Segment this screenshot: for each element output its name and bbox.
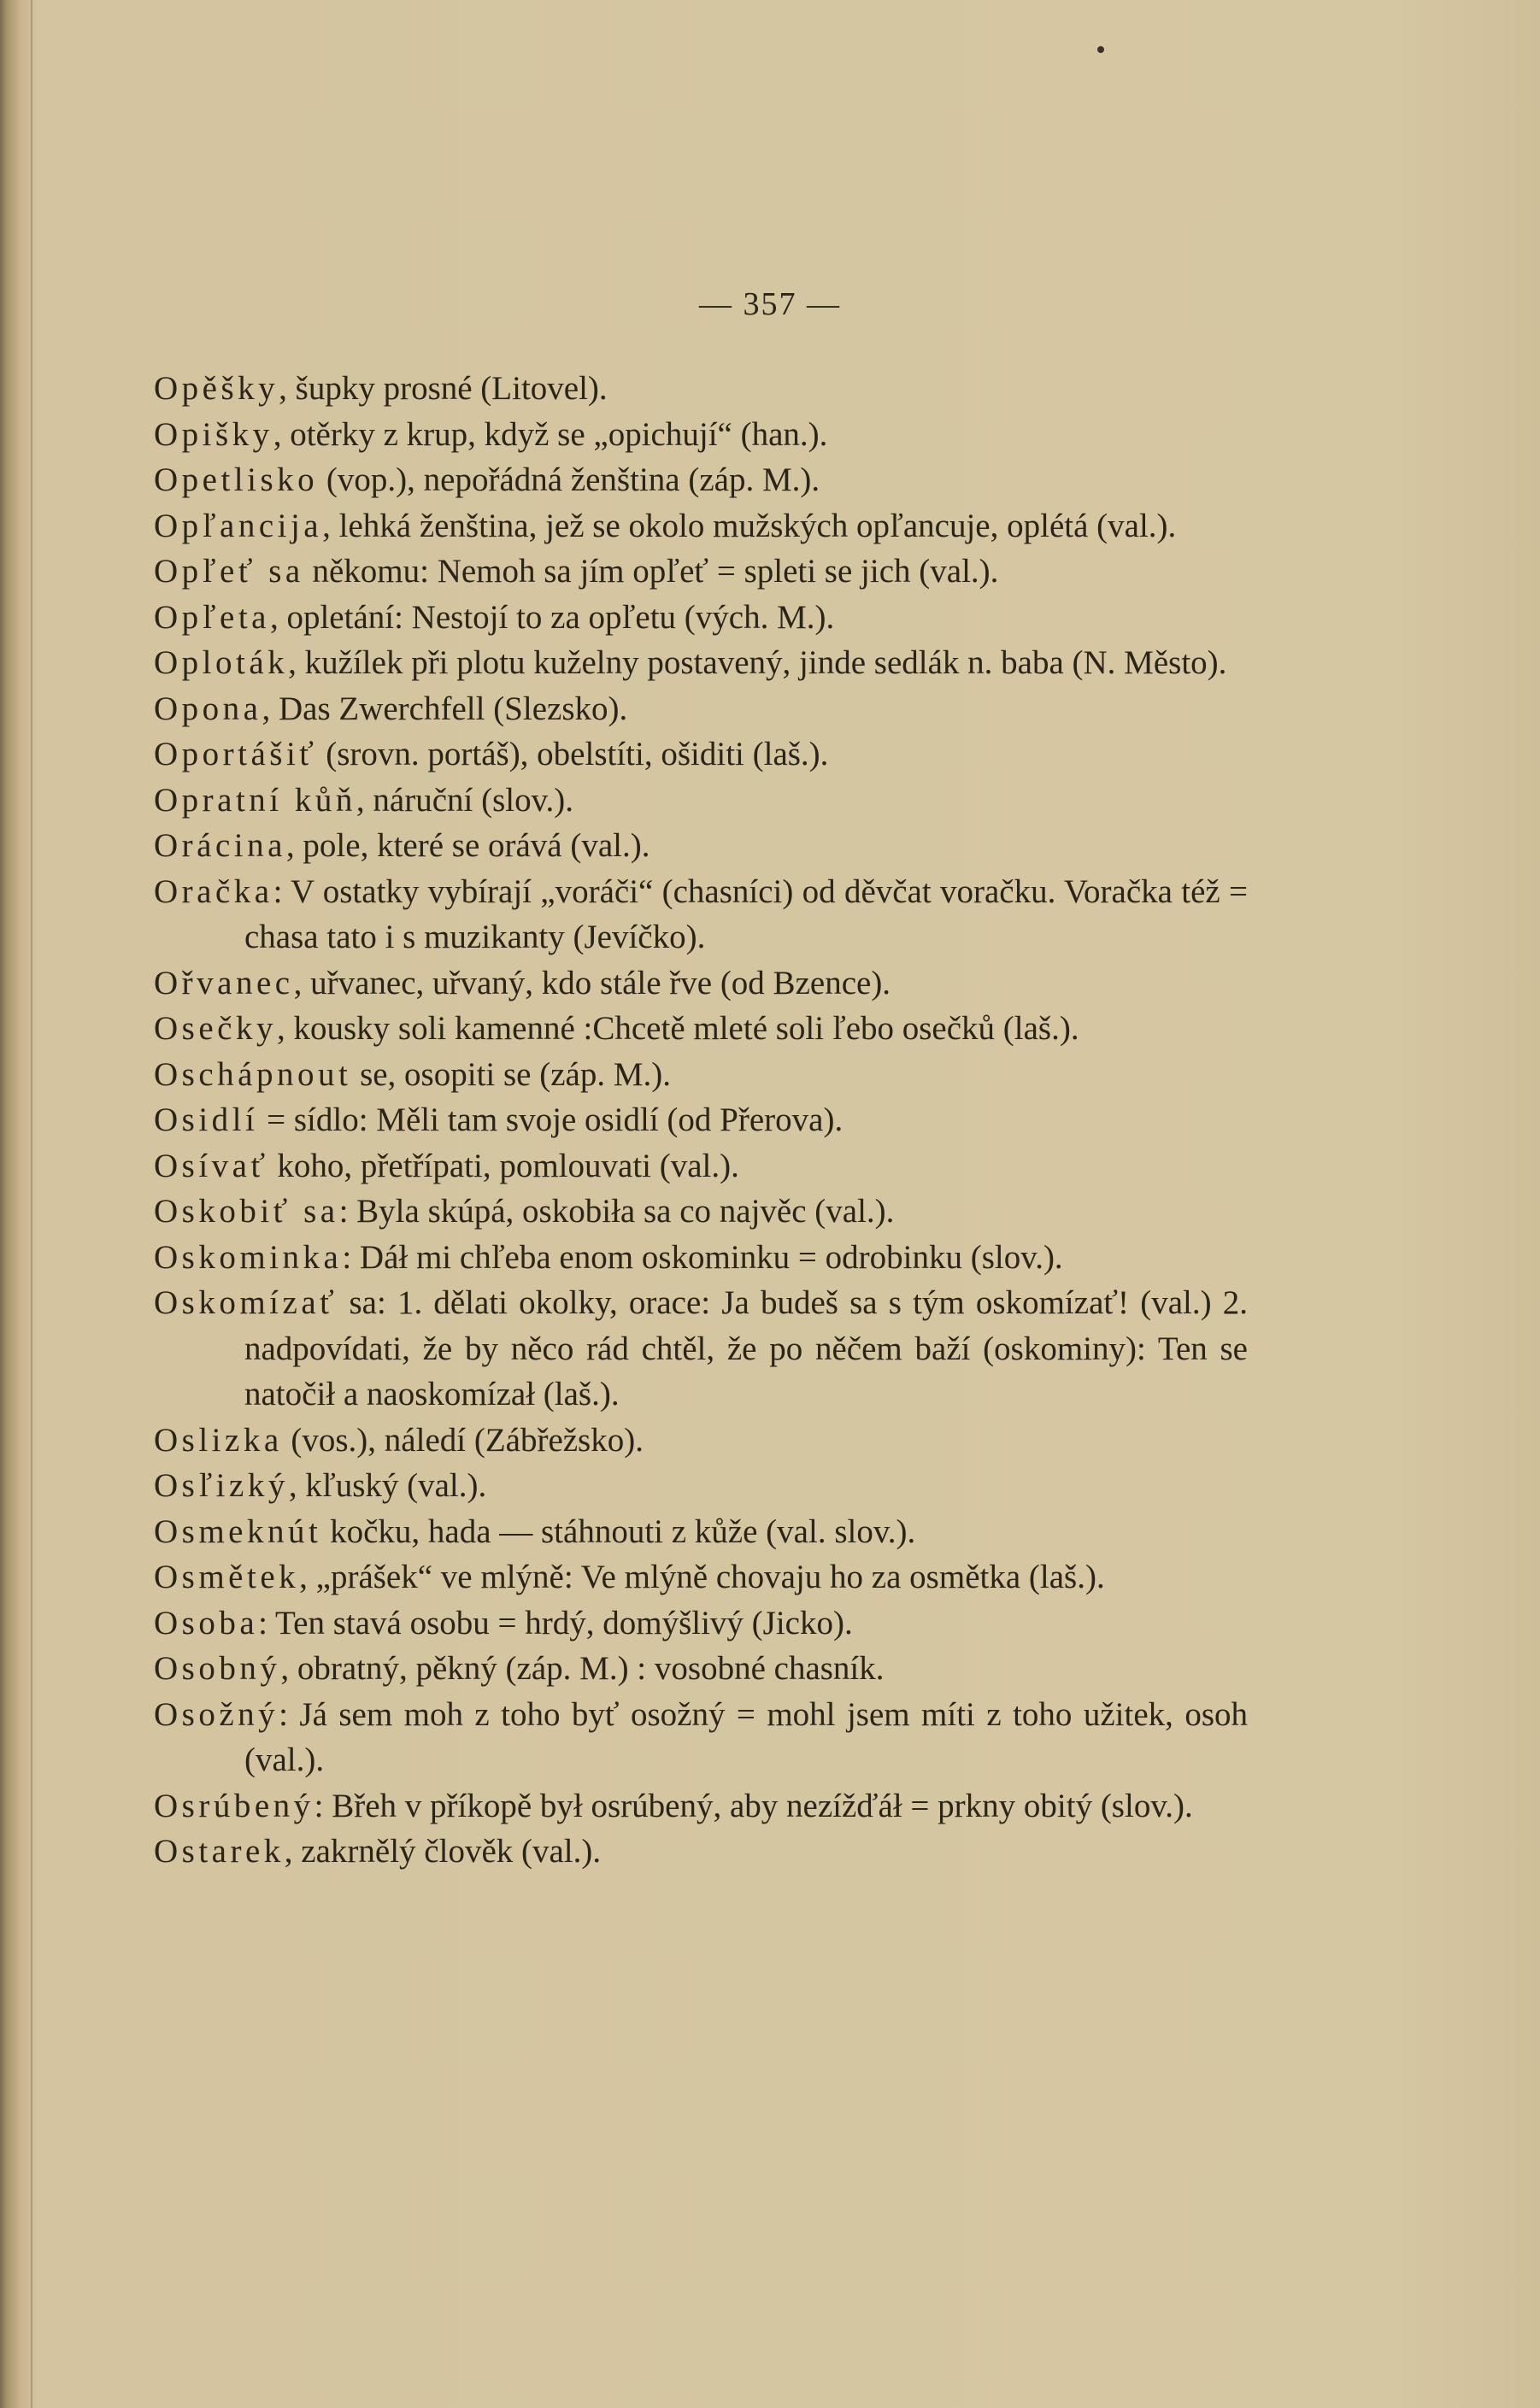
dictionary-entry: [154, 1829, 1248, 1875]
headword: Osrúbený: [154, 1787, 314, 1824]
headword: Opľeta: [154, 598, 270, 636]
dictionary-entry: [154, 1052, 1248, 1098]
headword: Osľizký: [154, 1467, 289, 1504]
definition: : V ostatky vybírají „voráči“ (chasníci) od děvčat voračku. Voračka též = chasa tato i s muzikanty (Jevíčko).: [244, 872, 1248, 955]
definition: , náruční (slov.).: [356, 781, 574, 819]
definition: , kužílek při plotu kuželny postavený, jinde sedlák n. baba (N. Město).: [288, 644, 1227, 681]
dictionary-entry: [154, 1600, 1248, 1647]
definition: : Břeh v příkopě był osrúbený, aby nezížďáł = prkny obitý (slov.).: [314, 1787, 1193, 1824]
dictionary-entry: [154, 1189, 1248, 1235]
dictionary-entry: [154, 1463, 1248, 1509]
dictionary-entry: [154, 960, 1248, 1007]
dictionary-entry: [154, 640, 1248, 686]
dictionary-entry: [154, 457, 1248, 503]
headword: Osečky: [154, 1010, 277, 1047]
dictionary-entry: [154, 412, 1248, 458]
definition: , pole, které se orává (val.).: [285, 827, 650, 864]
dictionary-entry: [154, 1418, 1248, 1464]
headword: Oschápnout: [154, 1055, 352, 1093]
headword: Opona: [154, 690, 262, 727]
definition: : Byla skúpá, oskobiła sa co najvěc (val.).: [338, 1193, 895, 1230]
headword: Orácina: [154, 827, 286, 864]
definition: , kousky soli kamenné :Chcetě mleté soli ľebo osečků (laš.).: [276, 1010, 1079, 1047]
dictionary-entry: [154, 1143, 1248, 1189]
definition: , Das Zwerchfell (Slezsko).: [262, 690, 628, 727]
definition: , kľuský (val.).: [288, 1467, 487, 1504]
definition: , šupky prosné (Litovel).: [279, 370, 608, 407]
definition: (srovn. portáš), obelstíti, ošiditi (laš.).: [317, 736, 829, 772]
dictionary-entry: [154, 1646, 1248, 1692]
ink-speck: [1097, 46, 1104, 53]
headword: Opěšky: [154, 370, 279, 407]
headword: Oploták: [154, 644, 289, 681]
page-number: — 357 —: [699, 286, 841, 322]
dictionary-entry: [154, 503, 1248, 549]
headword: Oskobiť sa: [154, 1193, 339, 1230]
headword: Osobný: [154, 1650, 281, 1687]
headword: Opľeť sa: [154, 553, 304, 590]
dictionary-entry: [154, 366, 1248, 412]
definition: (vos.), náledí (Zábřežsko).: [282, 1421, 644, 1459]
headword: Opľancija: [154, 507, 323, 544]
binding-gutter: [31, 0, 32, 2408]
headword: Osmětek: [154, 1559, 300, 1595]
dictionary-entry: [154, 595, 1248, 641]
headword: Ořvanec: [154, 964, 294, 1001]
headword: Osožný: [154, 1695, 279, 1733]
definition: , zakrnělý člověk (val.).: [284, 1833, 602, 1870]
headword: Ostarek: [154, 1833, 285, 1870]
headword: Oskominka: [154, 1238, 343, 1276]
definition: , opletání: Nestojí to za opľetu (vých. M.).: [269, 598, 835, 636]
headword: Osidlí: [154, 1101, 259, 1138]
definition: , „prášek“ ve mlýně: Ve mlýně chovaju ho za osmětka (laš.).: [299, 1559, 1105, 1595]
dictionary-entry: [154, 1006, 1248, 1052]
headword: Opišky: [154, 415, 273, 453]
headword: Opratní kůň: [154, 781, 356, 819]
dictionary-entry: [154, 1280, 1248, 1418]
definition: , lehká ženština, jež se okolo mužských opľancuje, oplétá (val.).: [322, 507, 1177, 544]
definition: : Ten stavá osobu = hrdý, domýšlivý (Jicko).: [258, 1604, 853, 1642]
headword: Osmeknút: [154, 1512, 322, 1550]
dictionary-entry: [154, 731, 1248, 778]
definition: : Já sem moh z toho byť osožný = mohl jsem míti z toho užitek, osoh (val.).: [244, 1695, 1248, 1778]
definition: , otěrky z krup, když se „opichují“ (han.).: [273, 415, 828, 453]
definition: , obratný, pěkný (záp. M.) : vosobné chasník.: [280, 1650, 885, 1687]
dictionary-entry: [154, 869, 1248, 960]
headword: Opetlisko: [154, 461, 319, 498]
dictionary-entry: [154, 1692, 1248, 1783]
dictionary-entry: [154, 1235, 1248, 1281]
dictionary-entry: [154, 823, 1248, 869]
headword: Oslizka: [154, 1421, 283, 1459]
definition: koho, přetřípati, pomlouvati (val.).: [268, 1147, 739, 1184]
dictionary-entry: [154, 1554, 1248, 1600]
definition: se, osopiti se (záp. M.).: [351, 1055, 671, 1093]
definition: sa: 1. dělati okolky, orace: Ja budeš sa s tým oskomízať! (val.) 2. nadpovídati, že by něco rád chtěl, že po něčem baží (oskominy): Ten se natočił a naoskomízał (laš.).: [244, 1284, 1248, 1412]
dictionary-entry: [154, 1097, 1248, 1143]
headword: Osívať: [154, 1147, 269, 1184]
definition: = sídlo: Měli tam svoje osidlí (od Přerova).: [258, 1101, 843, 1138]
definition: (vop.), nepořádná ženština (záp. M.).: [318, 461, 820, 498]
definition: : Dáł mi chľeba enom oskominku = odrobinku (slov.).: [342, 1238, 1063, 1276]
headword: Oportášiť: [154, 736, 318, 772]
definition: někomu: Nemoh sa jím opľeť = spleti se jich (val.).: [303, 553, 999, 590]
dictionary-entry: [154, 1783, 1248, 1829]
definition: kočku, hada — stáhnouti z kůže (val. slov.).: [321, 1512, 916, 1550]
headword: Oračka: [154, 872, 273, 910]
dictionary-entries: [154, 366, 1248, 1875]
definition: , uřvanec, uřvaný, kdo stále řve (od Bzence).: [293, 964, 891, 1001]
dictionary-entry: [154, 686, 1248, 732]
headword: Oskomízať: [154, 1284, 338, 1321]
dictionary-entry: [154, 549, 1248, 595]
headword: Osoba: [154, 1604, 259, 1642]
dictionary-entry: [154, 1509, 1248, 1555]
dictionary-entry: [154, 778, 1248, 824]
